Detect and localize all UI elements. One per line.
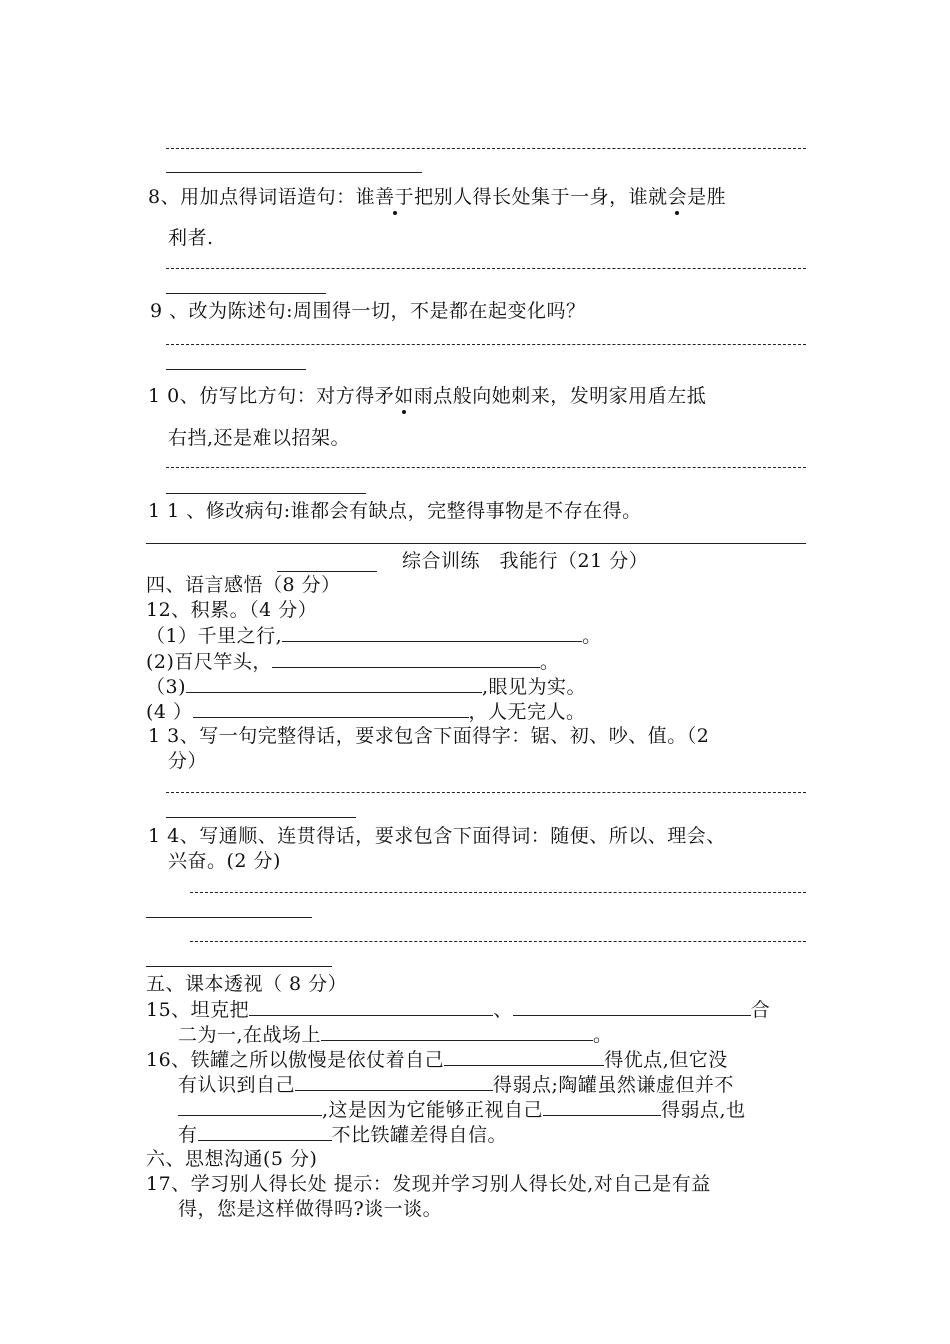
question-15-cont: 二为一,在战场上 。 xyxy=(178,1024,613,1046)
answer-line xyxy=(166,172,422,173)
answer-line xyxy=(166,369,306,370)
question-12: 12、积累。（4 分） xyxy=(146,599,318,621)
question-8: 8、用加点得词语造句：谁善于把别人得长处集于一身，谁就会是胜 xyxy=(148,186,727,208)
fill-blank xyxy=(543,1097,661,1116)
question-14-cont: 兴奋。(2 分) xyxy=(168,850,281,872)
section-6-heading: 六、思想沟通(5 分) xyxy=(146,1148,318,1170)
question-16-cont3: 有 不比铁罐差得自信。 xyxy=(178,1124,508,1146)
emphasis-dotted: 善于 xyxy=(375,186,415,208)
fill-blank xyxy=(295,1072,493,1091)
answer-line xyxy=(146,966,332,967)
answer-line xyxy=(166,148,806,149)
answer-line xyxy=(166,344,806,345)
question-8-cont: 利者. xyxy=(168,227,214,249)
fill-blank xyxy=(321,1022,593,1041)
answer-line xyxy=(166,467,806,468)
question-9: 9 、改为陈述句:周围得一切，不是都在起变化吗？ xyxy=(150,300,586,322)
fill-blank xyxy=(513,997,751,1016)
fill-blank xyxy=(444,1047,604,1066)
question-17-cont: 得，您是这样做得吗?谈一谈。 xyxy=(178,1198,443,1220)
answer-line xyxy=(146,917,312,918)
question-12-2: (2)百尺竿头， 。 xyxy=(146,651,560,673)
section-4-heading: 四、语言感悟（8 分） xyxy=(146,574,341,596)
section-title: 综合训练 我能行（21 分） xyxy=(402,550,649,572)
question-12-4: (4 ） ，人无完人。 xyxy=(146,701,586,723)
answer-line xyxy=(190,892,806,893)
emphasis-dotted: 如 xyxy=(394,385,414,407)
answer-line xyxy=(146,543,806,544)
emphasis-dotted: 就会是 xyxy=(648,186,707,208)
fill-blank xyxy=(193,699,469,718)
question-12-1: （1）千里之行, 。 xyxy=(146,625,602,647)
answer-line xyxy=(166,792,806,793)
question-15: 15、坦克把 、 合 xyxy=(146,999,771,1021)
question-16: 16、铁罐之所以傲慢是依仗着自己 得优点,但它没 xyxy=(146,1049,728,1071)
section-5-heading: 五、课本透视（ 8 分） xyxy=(146,973,348,995)
question-13-cont: 分） xyxy=(168,750,208,772)
question-10: 1 0、仿写比方句：对方得矛如雨点般向她刺来，发明家用盾左抵 xyxy=(148,385,707,407)
question-12-3: （3) ,眼见为实。 xyxy=(146,676,587,698)
question-16-cont1: 有认识到自己 得弱点;陶罐虽然谦虚但并不 xyxy=(178,1074,734,1096)
question-10-cont: 右挡,还是难以招架。 xyxy=(168,427,351,449)
fill-blank xyxy=(272,649,540,668)
fill-blank xyxy=(186,674,482,693)
answer-line xyxy=(166,817,356,818)
fill-blank xyxy=(178,1097,322,1116)
fill-blank xyxy=(249,997,493,1016)
fill-blank xyxy=(282,623,582,642)
question-14: 1 4、写通顺、连贯得话，要求包含下面得词：随便、所以、理会、 xyxy=(148,825,726,847)
question-13: 1 3、写一句完整得话，要求包含下面得字：锯、初、吵、值。（2 xyxy=(148,725,710,747)
answer-line xyxy=(166,268,806,269)
question-17: 17、学习别人得长处 提示：发现并学习别人得长处,对自己是有益 xyxy=(146,1173,711,1195)
answer-line xyxy=(166,493,366,494)
title-rule xyxy=(277,571,377,572)
answer-line xyxy=(166,293,326,294)
answer-line xyxy=(190,941,806,942)
question-16-cont2: ,这是因为它能够正视自己 得弱点,也 xyxy=(178,1097,746,1122)
question-11: 1 1 、修改病句:谁都会有缺点，完整得事物是不存在得。 xyxy=(148,500,642,522)
fill-blank xyxy=(198,1122,332,1141)
